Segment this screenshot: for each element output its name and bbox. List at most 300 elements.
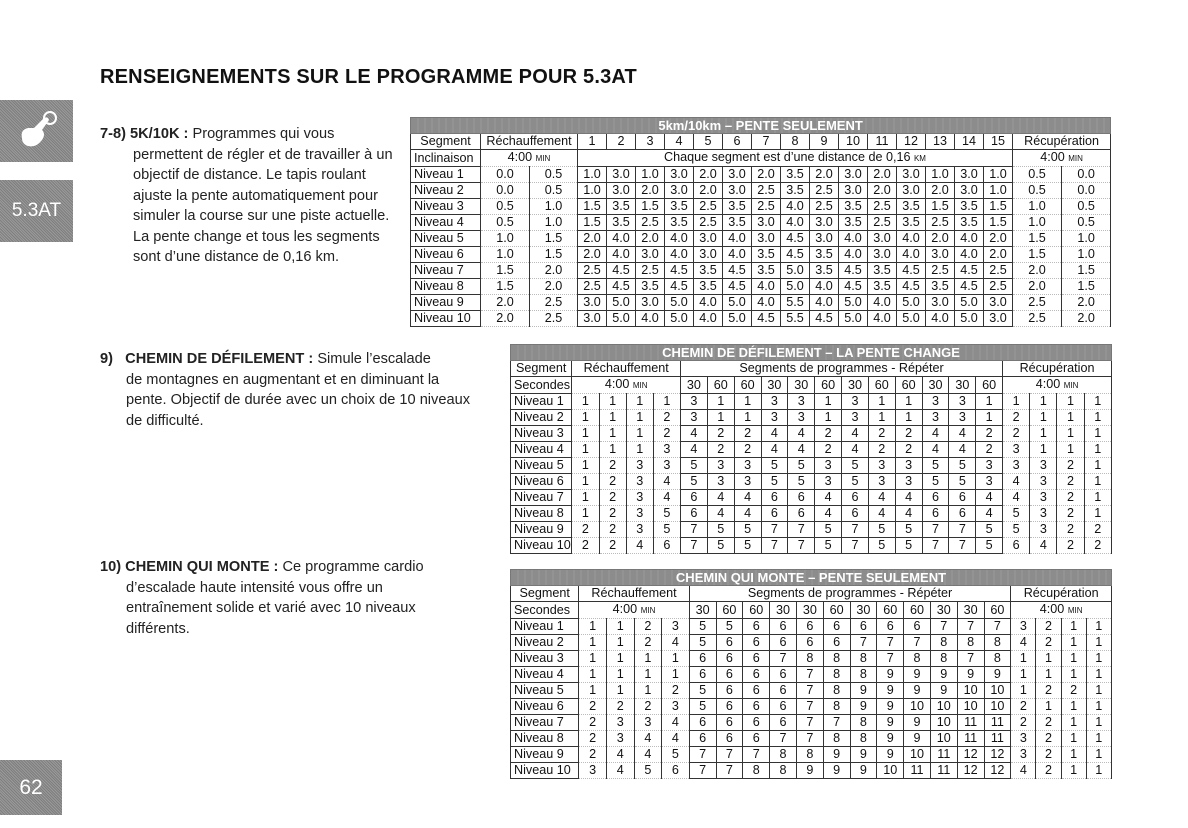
segment-value: 2.0 [578,247,607,263]
segment-value: 3.5 [781,183,810,199]
segment-value: 3 [949,410,976,426]
segment-value: 6 [680,490,707,506]
warmup-value: 2 [653,426,680,442]
segment-value: 7 [922,538,949,554]
warmup-value: 1 [626,394,653,410]
segment-value: 5.0 [607,311,636,327]
segment-value: 3.0 [868,231,897,247]
segment-number: 13 [926,134,955,150]
segment-value: 8 [823,731,850,747]
segment-value: 10 [984,699,1011,715]
segment-value: 5.0 [607,295,636,311]
table-row [411,183,1111,199]
warmup-value: 2 [599,538,626,554]
cooldown-value: 1 [1030,442,1057,458]
segment-value: 11 [984,731,1011,747]
level-label: Niveau 6 [511,699,579,715]
time-value: 4:00 [1039,602,1065,616]
warmup-value: 2 [653,410,680,426]
segment-value: 7 [761,522,788,538]
segment-value: 9 [877,731,904,747]
cooldown-value: 0.0 [1062,183,1111,199]
table-title: 5km/10km – PENTE SEULEMENT [411,118,1111,134]
warmup-value: 1 [606,667,634,683]
section-first-line: Programmes qui vous [188,126,335,142]
segment-value: 2.0 [868,167,897,183]
segment-value: 6 [788,490,815,506]
cooldown-value: 3 [1030,522,1057,538]
cooldown-value: 3 [1030,458,1057,474]
segment-value: 6 [689,731,716,747]
section-heading: CHEMIN QUI MONTE : [125,559,279,575]
segment-value: 2 [707,426,734,442]
warmup-value: 2 [634,635,662,651]
segment-value: 4 [788,426,815,442]
segment-value: 7 [904,635,931,651]
segment-number: 7 [752,134,781,150]
segment-value: 5.0 [781,279,810,295]
warmup-value: 0.5 [481,199,530,215]
cooldown-value: 0.5 [1062,215,1111,231]
segment-seconds: 60 [707,377,734,394]
table-title: CHEMIN DE DÉFILEMENT – LA PENTE CHANGE [511,345,1112,361]
warmup-duration [572,377,681,394]
segment-value: 7 [680,522,707,538]
segment-value: 4 [895,506,922,522]
segment-value: 6 [716,715,743,731]
segment-value: 4 [895,490,922,506]
table-chemin-defilement [510,344,1112,554]
segment-value: 2.0 [636,231,665,247]
segment-value: 3 [734,474,761,490]
segment-value: 6 [823,619,850,635]
page-title: RENSEIGNEMENTS SUR LE PROGRAMME POUR 5.3AT [100,66,637,88]
segment-value: 4 [868,490,895,506]
segment-value: 6 [716,731,743,747]
segment-value: 6 [743,667,770,683]
segment-value: 3.0 [694,247,723,263]
segment-value: 2 [815,442,842,458]
cooldown-value: 2 [1036,747,1061,763]
segment-value: 3.0 [723,167,752,183]
segment-seconds: 30 [788,377,815,394]
segment-value: 5.0 [955,295,984,311]
table-row [411,263,1111,279]
segment-value: 5 [895,538,922,554]
warmup-value: 1 [653,394,680,410]
cooldown-value: 1.5 [1013,231,1062,247]
segment-value: 3 [680,394,707,410]
segment-value: 7 [716,747,743,763]
segment-value: 3.5 [955,199,984,215]
level-label: Niveau 7 [511,490,572,506]
cooldown-value: 6 [1003,538,1030,554]
segment-value: 5.0 [781,263,810,279]
segment-value: 4.5 [781,231,810,247]
segment-value: 4 [815,490,842,506]
segment-value: 5 [707,538,734,554]
section-body: de montagnes en augmentant et en diminuant la pente. Objectif de durée avec un choix de 10 niveaux de difficulté. [126,371,470,429]
segment-value: 1.5 [984,199,1013,215]
table-title-row [511,345,1112,361]
segments-header: Segments de programmes - Répéter [680,361,1002,377]
segment-value: 7 [689,747,716,763]
segment-value: 8 [823,699,850,715]
table-row [511,667,1112,683]
segment-number: 4 [665,134,694,150]
segment-value: 7 [796,715,823,731]
cooldown-value: 1 [1084,506,1111,522]
cooldown-value: 1 [1061,651,1086,667]
segment-value: 4.0 [839,247,868,263]
segment-value: 1 [868,394,895,410]
segment-value: 3.5 [897,199,926,215]
segment-seconds: 60 [868,377,895,394]
min-unit: MIN [535,154,551,163]
segment-value: 4.0 [839,231,868,247]
segment-value: 10 [957,699,984,715]
warmup-value: 2 [579,715,607,731]
segment-value: 3.0 [810,231,839,247]
cooldown-value: 0.5 [1013,183,1062,199]
segment-value: 3 [868,458,895,474]
warmup-value: 2 [599,458,626,474]
segment-value: 3.0 [926,247,955,263]
segment-value: 5 [707,522,734,538]
segment-value: 10 [957,683,984,699]
table-row [511,458,1112,474]
segment-value: 4.0 [868,311,897,327]
segment-value: 9 [877,699,904,715]
warmup-value: 3 [626,458,653,474]
segment-value: 9 [904,683,931,699]
warmup-value: 1 [662,651,690,667]
warmup-value: 1.0 [530,215,578,231]
segment-value: 4.0 [897,247,926,263]
level-label: Niveau 2 [511,635,579,651]
level-label: Niveau 9 [511,747,579,763]
segment-value: 4 [707,490,734,506]
cooldown-value: 2.0 [1013,263,1062,279]
level-label: Niveau 7 [411,263,481,279]
segment-seconds: 30 [957,602,984,619]
segment-value: 7 [823,715,850,731]
segment-value: 2.5 [636,215,665,231]
segment-value: 4 [868,506,895,522]
segment-value: 11 [930,763,957,779]
segment-value: 3.0 [694,231,723,247]
segment-value: 3.0 [723,183,752,199]
segment-value: 2.0 [926,183,955,199]
segment-value: 6 [850,619,877,635]
segment-value: 9 [984,667,1011,683]
level-label: Niveau 10 [511,538,572,554]
segment-note-text: Chaque segment est d’une distance de 0,16 [664,150,911,164]
segment-value: 1.5 [636,199,665,215]
segment-value: 2 [734,442,761,458]
segment-value: 2 [707,442,734,458]
segment-seconds: 30 [850,602,877,619]
cooldown-value: 2 [1057,522,1084,538]
level-label: Niveau 5 [411,231,481,247]
segment-value: 1.0 [578,183,607,199]
level-label: Niveau 6 [411,247,481,263]
warmup-value: 1 [599,394,626,410]
level-label: Niveau 5 [511,458,572,474]
section-number: 9) [100,351,113,367]
cooldown-value: 1 [1061,747,1086,763]
warmup-value: 1 [579,683,607,699]
table-title-row [511,570,1112,586]
segment-value: 2.5 [694,199,723,215]
segment-value: 6 [689,651,716,667]
segment-value: 3.0 [984,295,1013,311]
segment-value: 4.0 [607,247,636,263]
segment-value: 3.5 [636,279,665,295]
cooldown-value: 2 [1036,715,1061,731]
cooldown-value: 1 [1061,635,1086,651]
warmup-value: 3 [606,731,634,747]
segment-value: 3.0 [984,311,1013,327]
level-label: Niveau 3 [511,426,572,442]
table-row [511,490,1112,506]
cooldown-header: Récupération [1013,134,1111,150]
segment-value: 10 [930,715,957,731]
segment-value: 2.0 [984,231,1013,247]
cooldown-value: 1 [1030,426,1057,442]
segment-value: 1 [734,394,761,410]
warmup-value: 2.0 [530,279,578,295]
segment-seconds: 60 [716,602,743,619]
segment-value: 4 [761,442,788,458]
warmup-value: 5 [662,747,690,763]
segment-value: 11 [904,763,931,779]
segment-value: 3 [976,458,1003,474]
warmup-value: 1 [572,506,599,522]
segment-header: Segment [511,361,572,377]
segment-value: 2.0 [810,167,839,183]
warmup-value: 4 [662,731,690,747]
segment-value: 9 [850,763,877,779]
cooldown-value: 1 [1057,442,1084,458]
row-type-label: Secondes [511,377,572,394]
segment-value: 4 [976,506,1003,522]
min-unit: MIN [632,381,648,390]
segment-value: 8 [823,667,850,683]
segment-value: 3 [949,394,976,410]
segment-value: 4 [707,506,734,522]
segment-value: 4 [680,442,707,458]
segment-value: 2.5 [752,183,781,199]
cooldown-value: 1 [1011,651,1036,667]
segment-value: 4.0 [752,295,781,311]
segment-value: 5 [761,458,788,474]
segment-value: 6 [949,490,976,506]
cooldown-value: 2 [1057,474,1084,490]
segment-value: 2.0 [984,247,1013,263]
segment-value: 6 [877,619,904,635]
segment-seconds: 60 [815,377,842,394]
table-row [511,394,1112,410]
segment-value: 8 [770,747,797,763]
table-row [511,442,1112,458]
segment-value: 3 [788,394,815,410]
cooldown-value: 2 [1036,683,1061,699]
level-label: Niveau 7 [511,715,579,731]
cooldown-value: 2.0 [1062,311,1111,327]
warmup-value: 3 [653,458,680,474]
segment-value: 3 [842,394,869,410]
cooldown-value: 4 [1030,538,1057,554]
segment-value: 7 [716,763,743,779]
cooldown-value: 1.5 [1062,263,1111,279]
segment-number: 2 [607,134,636,150]
table-row [511,538,1112,554]
segment-value: 6 [842,506,869,522]
segment-value: 3.5 [781,167,810,183]
segment-value: 3 [761,394,788,410]
cooldown-value: 1.5 [1013,247,1062,263]
warmup-value: 1 [634,651,662,667]
cooldown-value: 1 [1086,667,1111,683]
segment-value: 8 [930,635,957,651]
segment-value: 4.0 [636,311,665,327]
segment-value: 6 [743,731,770,747]
section-heading: CHEMIN DE DÉFILEMENT : [125,351,314,367]
level-label: Niveau 8 [411,279,481,295]
level-label: Niveau 9 [411,295,481,311]
cooldown-value: 1.0 [1013,199,1062,215]
warmup-value: 1 [572,426,599,442]
cooldown-value: 1 [1011,667,1036,683]
warmup-value: 1 [572,394,599,410]
warmup-value: 0.0 [481,183,530,199]
cooldown-value: 2.0 [1062,295,1111,311]
cooldown-value: 1 [1084,426,1111,442]
table-row [411,279,1111,295]
cooldown-value: 1 [1011,683,1036,699]
segment-value: 3 [734,458,761,474]
segment-value: 1 [707,394,734,410]
segment-value: 3 [842,410,869,426]
cooldown-duration [1013,150,1111,167]
segment-value: 7 [877,651,904,667]
segment-value: 5 [689,619,716,635]
level-label: Niveau 3 [511,651,579,667]
segment-value: 5 [895,522,922,538]
warmup-value: 2 [579,747,607,763]
warmup-value: 2 [599,522,626,538]
segment-value: 9 [904,731,931,747]
segment-value: 3.0 [897,167,926,183]
level-label: Niveau 2 [511,410,572,426]
segment-value: 3 [707,474,734,490]
segment-value: 3.5 [868,263,897,279]
table-row [511,747,1112,763]
segment-seconds: 60 [984,602,1011,619]
segment-value: 1 [895,394,922,410]
segment-value: 2.0 [636,183,665,199]
section-first-line: Simule l’escalade [313,351,431,367]
segment-value: 2 [734,426,761,442]
segment-value: 4.5 [607,279,636,295]
cooldown-value: 2.5 [1013,295,1062,311]
segment-value: 7 [761,538,788,554]
segment-value: 9 [823,747,850,763]
segment-value: 3 [976,474,1003,490]
time-value: 4:00 [507,150,533,164]
segment-value: 3.5 [607,215,636,231]
segment-value: 6 [761,506,788,522]
segment-value: 7 [957,619,984,635]
section-number: 10) [100,559,122,575]
cooldown-value: 1 [1084,442,1111,458]
cooldown-value: 4 [1003,490,1030,506]
segment-value: 3.0 [897,183,926,199]
segment-value: 3.5 [723,199,752,215]
segment-value: 4.0 [810,295,839,311]
cooldown-value: 1 [1003,394,1030,410]
segment-value: 6 [716,667,743,683]
segment-value: 7 [850,635,877,651]
table-row [511,619,1112,635]
warmup-value: 1 [606,635,634,651]
cooldown-value: 2 [1057,458,1084,474]
segment-value: 6 [904,619,931,635]
segment-value: 6 [922,490,949,506]
level-label: Niveau 4 [511,667,579,683]
segment-value: 5 [815,522,842,538]
segment-value: 3.0 [636,247,665,263]
segments-header: Segments de programmes - Répéter [689,586,1011,602]
cooldown-value: 2 [1011,699,1036,715]
segment-value: 3 [922,410,949,426]
cooldown-value: 1 [1086,635,1111,651]
segment-value: 6 [761,490,788,506]
segment-value: 3.0 [955,167,984,183]
segment-value: 3.0 [810,215,839,231]
cooldown-value: 2.0 [1013,279,1062,295]
warmup-value: 1 [634,667,662,683]
segment-value: 8 [984,635,1011,651]
segment-value: 8 [957,635,984,651]
segment-seconds: 30 [930,602,957,619]
warmup-value: 0.0 [481,167,530,183]
warmup-value: 6 [653,538,680,554]
segment-value: 4.0 [781,199,810,215]
segment-seconds: 60 [734,377,761,394]
warmup-value: 2 [662,683,690,699]
segment-value: 4.5 [839,263,868,279]
warmup-value: 1 [606,683,634,699]
row-type-label: Inclinaison [411,150,481,167]
segment-value: 10 [904,747,931,763]
warmup-value: 2 [579,699,607,715]
warmup-value: 1.0 [530,199,578,215]
header-row [511,361,1112,377]
segment-value: 1 [734,410,761,426]
segment-value: 3 [895,474,922,490]
segment-value: 5.0 [723,295,752,311]
segment-value: 2 [895,426,922,442]
warmup-value: 0.5 [530,183,578,199]
min-unit: MIN [1063,381,1079,390]
segment-value: 3 [707,458,734,474]
segment-value: 1 [976,394,1003,410]
section-body: d’escalade haute intensité vous offre un entraînement solide et varié avec 10 niveaux différents. [126,579,416,637]
cooldown-value: 5 [1003,522,1030,538]
warmup-value: 4 [634,747,662,763]
